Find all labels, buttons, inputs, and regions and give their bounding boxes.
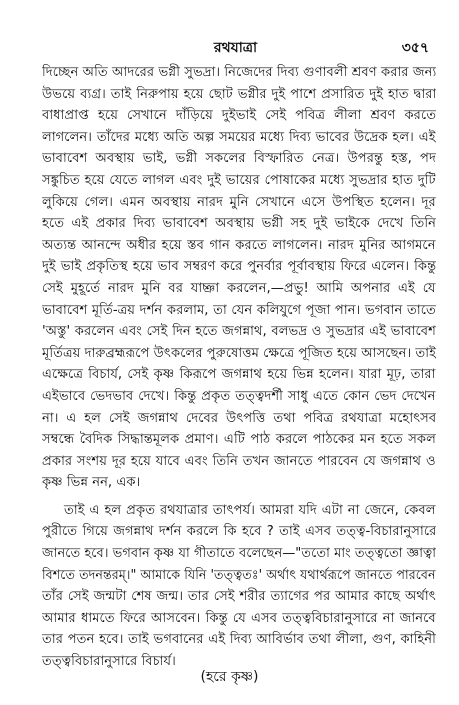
text-line: বিশতে তদনন্তরম্।" আমাকে যিনি 'তত্ত্বতঃ' অর্থাৎ যথার্থরূপে জানতে পারবেন <box>42 567 436 583</box>
text-line: সম্বন্ধে বৈদিক সিদ্ধান্তমূলক প্রমাণ। এটি পাঠ করলে পাঠকের মন হতে সকল <box>42 432 436 448</box>
text-line: উভয়ে ব্যগ্র। তাই নিরুপায় হয়ে ছোট ভগ্নীর দুই পাশে প্রসারিত দুই হাত দ্বারা <box>42 86 436 102</box>
text-line: আমার ধামতে ফিরে আসবেন। কিন্তু যে এসব তত্ত্ববিচারানুসারে না জানবে <box>42 610 436 626</box>
text-line: ভাবাবেশ মূর্তি-ত্রয় দর্শন করলাম, তা যেন কলিযুগে পূজা পান। ভগবান তাতে <box>42 302 436 318</box>
text-line: তার পতন হবে। তাই ভগবানের এই দিব্য আবির্ভাব তথা লীলা, গুণ, কাহিনী <box>42 632 436 648</box>
footer-text: (হরে কৃষ্ণ) <box>200 669 259 685</box>
text-line: সেই মুহূর্তে নারদ মুনি বর যাচ্ঞা করলেন,—প্রভু! আমি অপনার এই যে <box>42 280 436 296</box>
text-line: এক্ষেত্রে বিচার্য, সেই কৃষ্ণ কিরূপে জগন্নাথ হয়ে ভিন্ন হলেন। যারা মূঢ়, তারা <box>42 367 436 383</box>
text-line: না। এ হল সেই জগন্নাথ দেবের উৎপত্তি তথা পবিত্র রথযাত্রা মহোৎসব <box>42 410 436 426</box>
text-line: তাঁর সেই জন্মটা শেষ জন্ম। তার সেই শরীর ত্যাগের পর আমার কাছে অর্থাৎ <box>42 589 436 605</box>
text-line: ভাবাবেশ অবস্থায় ভাই, ভগ্নী সকলের বিস্ফারিত নেত্র। উপরন্তু হস্ত, পদ <box>42 151 436 167</box>
text-line: লুকিয়ে গেল। এমন অবস্থায় নারদ মুনি সেখানে এসে উপস্থিত হলেন। দূর <box>42 194 436 210</box>
text-line: জানতে হবে। ভগবান কৃষ্ণ যা গীতাতে বলেছেন—"ততো মাং তত্ত্বতো জ্ঞাত্বা <box>42 546 436 562</box>
paragraph <box>42 500 436 673</box>
text-line: দিচ্ছেন অতি আদরের ভগ্নী সুভদ্রা। নিজেদের দিব্য গুণাবলী শ্রবণ করার জন্য <box>42 65 436 80</box>
text-line: বাধাপ্রাপ্ত হয়ে সেখানে দাঁড়িয়ে দুইভাই সেই পবিত্র লীলা শ্রবণ করতে <box>42 108 436 124</box>
text-line: তত্ত্ববিচারানুসারে বিচার্য। <box>42 654 176 670</box>
running-header <box>42 36 429 58</box>
text-line: অত্যন্ত আনন্দে অধীর হয়ে স্তব গান করতে লাগলেন। নারদ মুনির আগমনে <box>42 237 436 253</box>
paragraph <box>42 62 436 494</box>
text-line: লাগলেন। তাঁদের মধ্যে অতি অল্প সময়ের মধ্যে দিব্য ভাবের উদ্রেক হল। এই <box>42 129 436 145</box>
text-line: দুই ভাই প্রকৃতিস্থ হয়ে ভাব সম্বরণ করে পুনর্বার পূর্বাবস্থায় ফিরে এলেন। কিন্তু <box>42 259 436 275</box>
text-line: পুরীতে গিয়ে জগন্নাথ দর্শন করলে কি হবে ? তাই এসব তত্ত্ব-বিচারানুসারে <box>42 524 436 540</box>
text-line: তাই এ হল প্রকৃত রথযাত্রার তাৎপর্য। আমরা যদি এটা না জেনে, কেবল <box>64 502 436 518</box>
page-body <box>42 62 436 673</box>
page-number: ৩৫৭ <box>401 40 429 56</box>
text-line: প্রকার সংশয় দূর হয়ে যাবে এবং তিনি তখন জানতে পারবেন যে জগন্নাথ ও <box>42 453 436 469</box>
chapter-title: রথযাত্রা <box>213 40 258 56</box>
text-line: এইভাবে ভেদভাব দেখে। কিন্তু প্রকৃত তত্ত্বদর্শী সাধু এতে কোন ভেদ দেখেন <box>42 388 436 404</box>
text-line: হতে এই প্রকার দিব্য ভাবাবেশ অবস্থায় ভগ্নী সহ দুই ভাইকে দেখে তিনি <box>42 216 436 232</box>
text-line: সঙ্কুচিত হয়ে যেতে লাগল এবং দুই ভায়ের পোষাকের মধ্যে সুভদ্রার হাত দুটি <box>42 172 436 188</box>
text-line: 'অস্তু' করলেন এবং সেই দিন হতে জগন্নাথ, বলভদ্র ও সুভদ্রার এই ভাবাবেশ <box>42 324 436 340</box>
text-line: কৃষ্ণ ভিন্ন নন, এক। <box>42 475 141 491</box>
text-line: মূর্তিত্রয় দারুব্রহ্মরূপে উৎকলের পুরুষোত্তম ক্ষেত্রে পূজিত হয়ে আসছেন। তাই <box>42 345 436 361</box>
